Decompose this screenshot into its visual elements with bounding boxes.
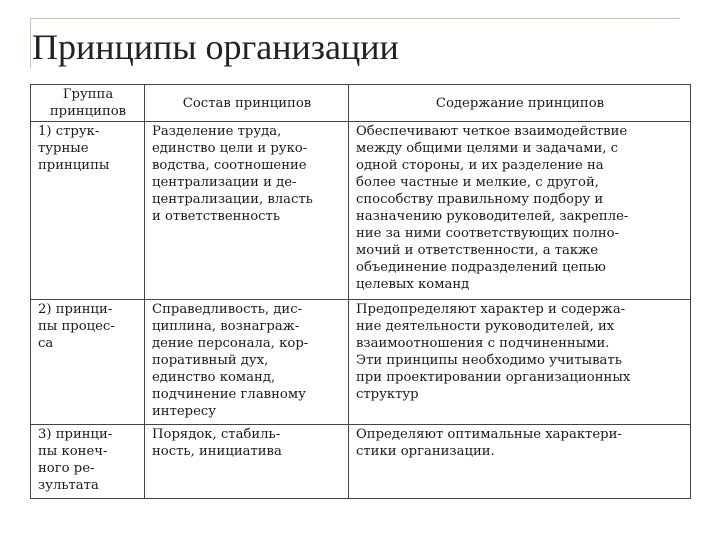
cell-line: при проектировании организационных [356, 370, 631, 385]
cell-line: Определяют оптимальные характери- [356, 427, 622, 442]
cell-line: между общими целями и задачами, с [356, 141, 619, 156]
slide-frame-top-line [30, 18, 680, 19]
cell-line: ние деятельности руководителей, их [356, 319, 615, 334]
table-row [31, 122, 691, 300]
table-header-row [31, 85, 691, 122]
header-content [349, 85, 691, 122]
cell-line: Справедливость, дис- [152, 302, 303, 317]
cell-line: централизации, власть [152, 192, 313, 207]
cell-line: более частные и мелкие, с другой, [356, 175, 599, 190]
cell-line: принципы [38, 158, 110, 173]
slide-frame-left-line [30, 18, 31, 68]
cell-line: целевых команд [356, 277, 470, 292]
cell-line: 1) струк- [38, 124, 100, 139]
header-line: принципов [49, 104, 127, 119]
cell-content [349, 122, 691, 300]
table-row [31, 425, 691, 499]
cell-line: ного ре- [38, 461, 95, 476]
header-line: Группа [62, 87, 114, 102]
slide-title: Принципы организации [32, 27, 399, 67]
cell-line: Порядок, стабиль- [152, 427, 281, 442]
header-line: Состав принципов [182, 95, 312, 111]
cell-group [31, 122, 145, 300]
cell-line: циплина, вознаграж- [152, 319, 300, 334]
header-group [31, 85, 145, 122]
cell-line: интересу [152, 404, 217, 419]
cell-line: Предопределяют характер и содержа- [356, 302, 626, 317]
header-composition [145, 85, 349, 122]
cell-composition [145, 300, 349, 425]
cell-group [31, 425, 145, 499]
cell-line: Эти принципы необходимо учитывать [356, 353, 622, 368]
cell-line: ние за ними соответствующих полно- [356, 226, 620, 241]
cell-line: водства, соотношение [152, 158, 307, 173]
cell-line: одной стороны, и их разделение на [356, 158, 604, 173]
cell-line: подчинение главному [152, 387, 306, 402]
cell-composition [145, 425, 349, 499]
cell-line: объединение подразделений цепью [356, 260, 606, 275]
cell-line: Разделение труда, [152, 124, 282, 139]
cell-content [349, 300, 691, 425]
cell-composition [145, 122, 349, 300]
cell-line: дение персонала, кор- [152, 336, 309, 351]
principles-table [30, 84, 691, 499]
cell-line: взаимоотношения с подчиненными. [356, 336, 610, 351]
cell-line: поративный дух, [152, 353, 269, 368]
cell-content [349, 425, 691, 499]
cell-line: единство команд, [152, 370, 276, 385]
cell-line: стики организации. [356, 444, 495, 459]
cell-line: ность, инициатива [152, 444, 282, 459]
cell-line: пы конеч- [38, 444, 108, 459]
cell-line: 2) принци- [38, 302, 113, 317]
cell-line: зультата [38, 478, 99, 493]
cell-line: са [38, 336, 54, 351]
cell-line: мочий и ответственности, а также [356, 243, 599, 258]
cell-line: 3) принци- [38, 427, 113, 442]
cell-line: единство цели и руко- [152, 141, 308, 156]
table-row [31, 300, 691, 425]
cell-line: и ответственность [152, 209, 281, 224]
cell-group [31, 300, 145, 425]
cell-line: пы процес- [38, 319, 115, 334]
cell-line: структур [356, 387, 419, 402]
cell-line: турные [38, 141, 89, 156]
header-line: Содержание принципов [435, 95, 605, 111]
cell-line: способству правильному подбору и [356, 192, 604, 207]
cell-line: Обеспечивают четкое взаимодействие [356, 124, 628, 139]
cell-line: централизации и де- [152, 175, 297, 190]
cell-line: назначению руководителей, закрепле- [356, 209, 629, 224]
